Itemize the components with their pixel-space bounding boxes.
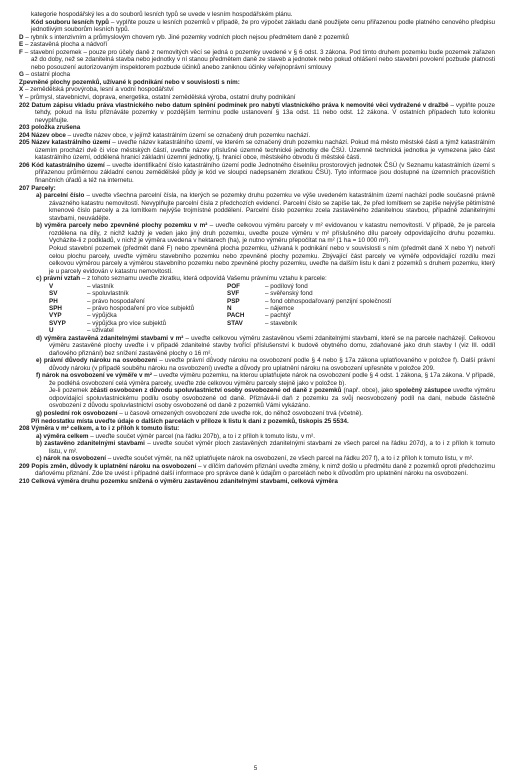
relation-label: – nájemce: [265, 304, 295, 312]
row-207: 207 Parcely:: [19, 184, 56, 192]
relation-label: – právo hospodaření pro více subjektů: [87, 304, 195, 312]
relation-code: [227, 327, 265, 334]
row-207d: d) výměra zastavěná zdanitelnými stavbami v m² – uveďte celkovou výměru zastavěnou všemi zdanitelnými stavbami, které se na parcele nacházejí. Celkovou výměru zastavěné plochy uveďte i v případě zdanitelné stavby tvořící příslušenství k budově obytného domu, zdaňované jako druh stavby I (viz III. oddíl daňového přiznání) bez snížení zastavěné plochy o 16 m².: [36, 334, 496, 357]
legal-relation-row: [49, 283, 391, 290]
land-code-E: E – zastavěná plocha a nádvoří: [19, 41, 108, 49]
document-content: [19, 11, 495, 485]
intro-paragraph-1: kategorie hospodářský les a do souborů lesních typů se uvede v lesním hospodářském plánu.: [31, 11, 293, 18]
land-code-F: F – stavební pozemek – pouze pro účely daně z nemovitých věcí se jedná o pozemky uvedené v § 6 odst. 3 zákona. Pod tímto druhem pozemku bude pozemek zařazen až do doby, než se zdanitelná stavba nebo jednotky v ní stanou předmětem daně ze staveb a jednotek nebo pokud ohlášení nebo stavební povolení pozbude platnosti nebo posouzení autorizovaným inspektorem pozbude účinků anebo zaniknou účinky veřejnoprávní smlouvy: [19, 48, 495, 71]
relation-label: – svěřenský fond: [265, 290, 313, 298]
relation-code: PSP: [227, 297, 240, 305]
relation-label: [265, 327, 391, 334]
land-code-Y: Y – průmysl, stavebnictví, doprava, energetika, ostatní zemědělská výroba, ostatní druhy podnikání: [19, 94, 296, 102]
row-208a: a) výměra celkem – uveďte součet výměr parcel (na řádku 207b), a to i z příloh k tomuto listu, v m².: [36, 432, 315, 440]
relation-label: – výpůjčka pro více subjektů: [87, 319, 167, 327]
text-run: Je-li pozemek: [49, 387, 91, 395]
row-207e: e) právní důvody nároku na osvobození – uveďte právní důvody nároku na osvobození podle § 4 nebo § 17a zákona uplatňovaného v položce f). Další právní důvody nároku (v případě souběhu nároku na osvobození) uveďte a důvody pro uplatnění nároku na osvobození upřesněte v položce 209.: [36, 357, 496, 372]
text-run: uveďte výměru odpovídající spoluvlastnickému podílu osoby osvobozené od daně. Přiznává-li daň z pozemku za svůj neosvobozený podíl na dani, nebude částečně osvobození z důvodu spoluvlastnictví osoby osvobozené od daně z pozemků Vámi vykázáno.: [49, 387, 495, 410]
row-202: 202 Datum zápisu vkladu práva vlastnického nebo datum splnění podmínek pro nabytí vlastnického práva k nemovité věci vydražené v dražbě – vyplňte pouze tehdy, pokud na listu přiznáváte pozemky v pozdějším termínu podle ustanovení § 13a odst. 11 nebo odst. 12 zákona. V ostatních případech tuto kolonku nevyplňujte.: [19, 101, 496, 124]
land-code-X: X – zemědělská prvovýroba, lesní a vodní hospodářství: [19, 86, 174, 94]
row-203: 203 položka zrušena: [19, 124, 81, 132]
relation-label: – fond obhospodařovaný penzijní společností: [265, 297, 392, 305]
land-code-G: G – ostatní plocha: [19, 71, 71, 79]
row-208c: c) nárok na osvobození – uveďte součet výměr, na něž uplatňujete nárok na osvobození, ze všech parcel na řádku 207 f), a to i z příloh k tomuto listu, v m².: [36, 455, 474, 463]
relation-label: – pachtýř: [265, 312, 291, 320]
relation-label: – podílový fond: [265, 282, 308, 290]
relation-code: SPH: [49, 304, 62, 312]
relation-label: – spoluvlastník: [87, 290, 129, 298]
land-code-D: D – rybník s intenzivním a průmyslovým chovem ryb. Jiné pozemky vodních ploch nejsou předmětem daně z pozemků: [19, 33, 350, 41]
legal-relation-row: [49, 298, 391, 305]
legal-relation-row: [49, 320, 391, 327]
row-207f: f) nárok na osvobození ve výměře v m² – uveďte výměru pozemku, na kterou uplatňujete nárok na osvobození podle § 4 odst. 1 zákona, § 17a zákona. V případě, že podléhá osvobození celá výměra parcely, uveďte zde celkovou výměru parcely stejně jako v položce b).: [36, 372, 495, 387]
bold-run: společný zástupce: [394, 387, 452, 395]
relation-code: PH: [49, 297, 58, 305]
bold-run: zčásti osvobozen z důvodu spoluvlastnictví osoby osvobozené od daně z pozemků: [90, 387, 342, 395]
text-run: (např. obce), jako: [341, 387, 395, 395]
page-number: 5: [253, 766, 258, 772]
intro-paragraph-2: Kód souboru lesních typů – vyplňte pouze u lesních pozemků v případě, že pro výpočet základu daně použijete cenu přiřazenou podle platného cenového předpisu jednotlivým souborům lesních typů.: [31, 18, 495, 34]
relation-code: U: [49, 327, 54, 335]
row-207f-extra: [19, 387, 495, 410]
relation-label: – uživatel: [87, 327, 114, 335]
relation-code: V: [49, 282, 54, 290]
relation-code: N: [227, 304, 232, 312]
row-209: 209 Popis změn, důvody k uplatnění nároku na osvobození – v dílčím daňovém přiznání uveďte změny, k nimž došlo u předmětu daně z pozemků oproti předchozímu daňovému přiznání. Zde lze uvést i případné další informace pro správce daně k údajům o parcelách nebo k důvodům pro uplatnění nároku na osvobození.: [19, 462, 496, 478]
row-205: 205 Název katastrálního území – uveďte název katastrálního území, ve kterém se označený druh pozemku nachází. Pokud má město městské části a týmž katastrálním územím prochází dvě či více městských částí, uveďte název příslušné územně technické jednotky dle ČSÚ. Územně technická jednotka je vymezena jako část katastrálního území, oddělená hranicí základní územní jednotky, tj. hranicí obce, městského obvodu či městské části.: [19, 139, 495, 162]
relation-code: PACH: [227, 312, 245, 320]
relation-code: SV: [49, 290, 58, 298]
relation-code: SVF: [227, 290, 240, 298]
relation-code: SVYP: [49, 319, 66, 327]
row-207c: c) právní vztah – z tohoto seznamu uveďte zkratku, která odpovídá Vašemu právnímu vztahu k parcele:: [36, 275, 327, 283]
legal-relation-row: [49, 290, 391, 297]
relation-label: – výpůjčka: [87, 312, 117, 320]
row-206: 206 Kód katastrálního území – uveďte identifikační číslo katastrálního území podle Jednotného číselníku prostorových jednotek ČSÚ (v Seznamu katastrálních území s přiřazenou průměrnou základní cenou zemědělské půdy je kód ve sloupci nadepsaném zkratkou ČSÚ). Tyto informace jsou dostupné na územních pracovištích finančních úřadů a též na internetu.: [19, 161, 495, 185]
relation-label: – stavebník: [265, 319, 298, 327]
row-208b: b) zastavěno zdanitelnými stavbami – uveďte součet výměr ploch zastavěných zdanitelnými stavbami ze všech parcel na řádku 207d), a to i z příloh k tomuto listu, v m².: [36, 440, 495, 455]
row-207b-extra: Pokud stavební pozemek (předmět daně F) nebo zpevněná plocha pozemku, užívaná k podnikání nebo v souvislosti s ním (předmět daně X nebo Y) netvoří celou plochu parcely, uveďte výměru stavebního pozemku nebo zpevněné plochy pozemku. Zbývající část parcely ve výměře odpovídající rozdílu mezi celkovou výměrou parcely a výměrou stavebního pozemku nebo zpevněné plochy pozemku, uveďte na dalším listu k dani z pozemků s druhem pozemku, který je u parcely evidován v katastru nemovitostí.: [49, 244, 495, 275]
row-207a: a) parcelní číslo – uveďte všechna parcelní čísla, na kterých se pozemky druhu pozemku ve výše uvedeném katastrálním území nachází podle současné právně závazného katastru nemovitostí. Nevyplňujte parcelní čísla z předchozích evidencí. Parcelní číslo se zapíše tak, že před lomítkem se zapíše nejvýše pětimístné kmenové číslo parcely a za lomítkem nejvýše trojmístné poddělení. Parcelní číslo pozemku zcela zastavěného zdanitelnou stavbou, případně zdanitelnými stavbami, neuvádějte.: [36, 192, 495, 222]
legal-relation-table: [49, 283, 391, 335]
row-208: 208 Výměra v m² celkem, a to i z příloh k tomuto listu:: [19, 425, 180, 433]
paved-areas-heading: Zpevněné plochy pozemků, užívané k podnikání nebo v souvislosti s ním:: [19, 78, 240, 86]
row-210: 210 Celková výměra druhu pozemku snížená o výměru zastavěnou zdanitelnými stavbami, celková výměra: [19, 477, 338, 485]
more-parcels-note: Při nedostatku místa uveďte údaje o dalších parcelách v příloze k listu k dani z pozemků, tiskopis 25 5534.: [31, 417, 349, 425]
legal-relation-row: [49, 312, 391, 319]
relation-code: STAV: [227, 319, 243, 327]
relation-code: VYP: [49, 312, 62, 320]
relation-label: – právo hospodaření: [87, 297, 145, 305]
row-204: 204 Název obce – uveďte název obce, v jejímž katastrálním území se označený druh pozemku nachází.: [19, 131, 311, 139]
row-207g: g) poslední rok osvobození – u časově omezených osvobození zde uveďte rok, do něhož osvobození trvá (včetně).: [36, 410, 363, 417]
relation-code: POF: [227, 282, 240, 290]
legal-relation-row: [49, 327, 391, 334]
relation-label: – vlastník: [87, 282, 114, 290]
row-207b: b) výměra parcely nebo zpevněné plochy pozemku v m² – uveďte celkovou výměru parcely v m² evidovanou v katastru nemovitostí. V případě, že je parcela rozdělena na díly, z nichž každý je veden jako jiný druh pozemku, uveďte pouze výměru v m² příslušného dílu parcely odpovídajícího druhu pozemku. Vycházíte-li z podkladů, v nichž je výměra uvedena v hektarech (ha), je nutno výměru přepočítat na m² (1 ha = 10 000 m²).: [36, 222, 495, 245]
